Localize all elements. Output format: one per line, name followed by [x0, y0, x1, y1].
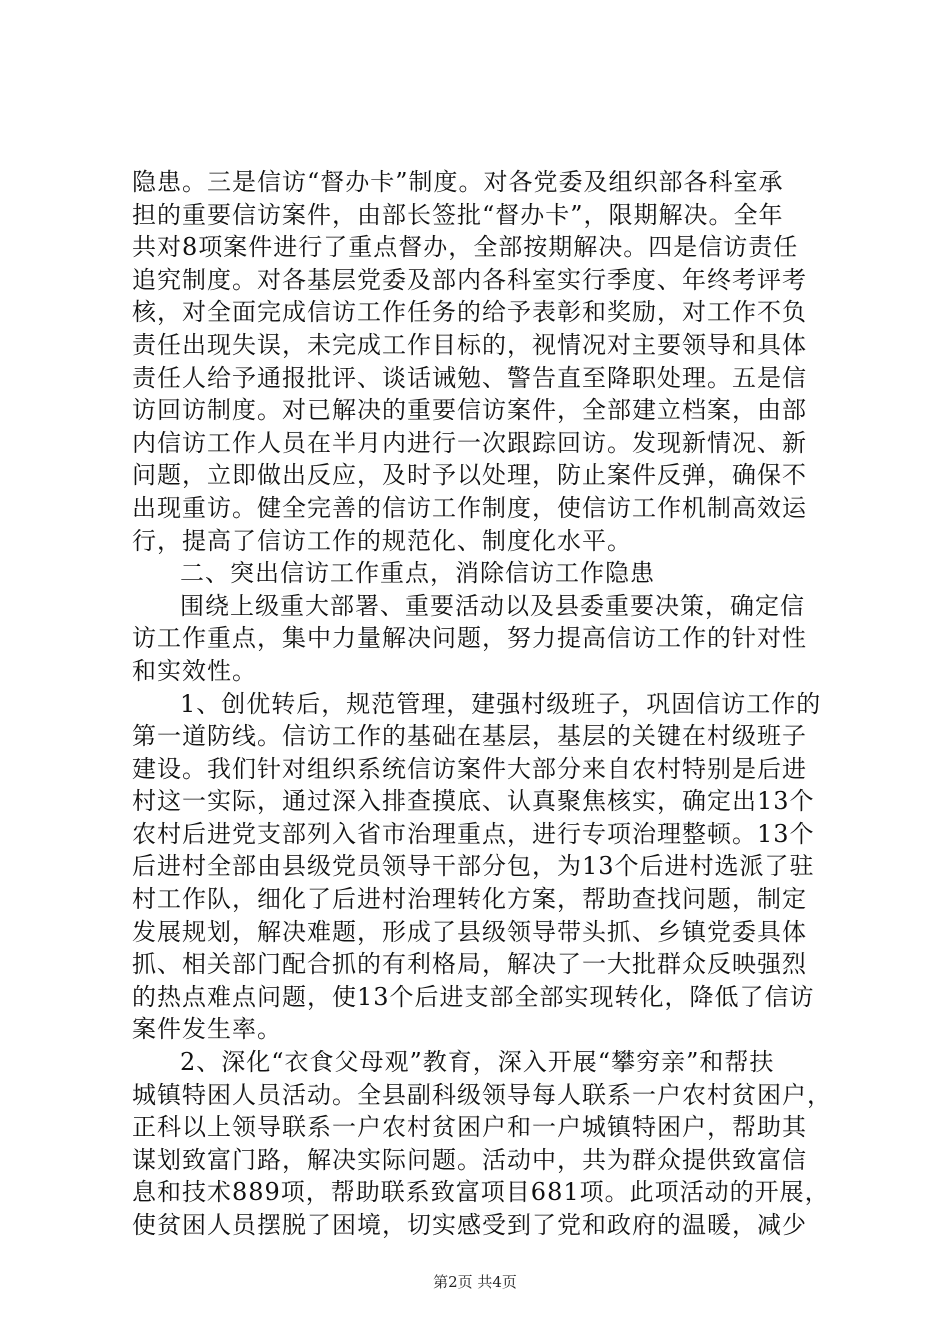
- text-line: 二、突出信访工作重点，消除信访工作隐患: [180, 559, 655, 588]
- text-line: 内信访工作人员在半月内进行一次跟踪回访。发现新情况、新: [132, 428, 807, 457]
- text-line: 行，提高了信访工作的规范化、制度化水平。: [132, 526, 632, 555]
- text-line: 的热点难点问题，使13个后进支部全部实现转化，降低了信访: [132, 982, 815, 1011]
- text-line: 正科以上领导联系一户农村贫困户和一户城镇特困户，帮助其: [132, 1113, 807, 1142]
- text-line: 息和技术889项，帮助联系致富项目681项。此项活动的开展，: [132, 1178, 830, 1207]
- text-line: 使贫困人员摆脱了困境，切实感受到了党和政府的温暖，减少: [132, 1211, 807, 1239]
- text-line: 建设。我们针对组织系统信访案件大部分来自农村特别是后进: [132, 754, 807, 783]
- text-line: 责任出现失误，未完成工作目标的，视情况对主要领导和具体: [132, 330, 807, 359]
- document-body: [132, 166, 832, 1242]
- text-line: 问题，立即做出反应，及时予以处理，防止案件反弹，确保不: [132, 461, 807, 490]
- text-line: 第一道防线。信访工作的基础在基层，基层的关键在村级班子: [132, 722, 807, 751]
- text-line: 抓、相关部门配合抓的有利格局，解决了一大批群众反映强烈: [132, 950, 807, 979]
- text-line: 责任人给予通报批评、谈话诫勉、警告直至降职处理。五是信: [132, 363, 807, 392]
- text-line: 核，对全面完成信访工作任务的给予表彰和奖励，对工作不负: [132, 298, 807, 327]
- text-line: 发展规划，解决难题，形成了县级领导带头抓、乡镇党委具体: [132, 917, 807, 946]
- text-line: 出现重访。健全完善的信访工作制度，使信访工作机制高效运: [132, 493, 807, 522]
- text-line: 案件发生率。: [132, 1015, 282, 1044]
- text-line: 谋划致富门路，解决实际问题。活动中，共为群众提供致富信: [132, 1145, 807, 1174]
- text-line: 隐患。三是信访“督办卡”制度。对各党委及组织部各科室承: [132, 168, 784, 196]
- text-line: 围绕上级重大部署、重要活动以及县委重要决策，确定信: [180, 591, 805, 620]
- text-line: 追究制度。对各基层党委及部内各科室实行季度、年终考评考: [132, 265, 807, 294]
- text-line: 村这一实际，通过深入排查摸底、认真聚焦核实，确定出13个: [132, 787, 815, 816]
- text-line: 担的重要信访案件，由部长签批“督办卡”，限期解决。全年: [132, 200, 784, 229]
- text-line: 共对8项案件进行了重点督办，全部按期解决。四是信访责任: [132, 233, 799, 262]
- text-line: 访工作重点，集中力量解决问题，努力提高信访工作的针对性: [132, 624, 807, 653]
- text-line: 访回访制度。对已解决的重要信访案件，全部建立档案，由部: [132, 396, 807, 425]
- text-line: 村工作队，细化了后进村治理转化方案，帮助查找问题，制定: [132, 885, 807, 914]
- text-line: 1、创优转后，规范管理，建强村级班子，巩固信访工作的: [180, 689, 822, 718]
- text-line: 城镇特困人员活动。全县副科级领导每人联系一户农村贫困户，: [132, 1080, 832, 1109]
- text-line: 后进村全部由县级党员领导干部分包，为13个后进村选派了驻: [132, 852, 815, 881]
- text-line: 和实效性。: [132, 656, 257, 685]
- page-footer: 第2页 共4页: [433, 1273, 517, 1291]
- text-line: 农村后进党支部列入省市治理重点，进行专项治理整顿。13个: [132, 819, 815, 848]
- text-line: 2、深化“衣食父母观”教育，深入开展“攀穷亲”和帮扶: [180, 1048, 775, 1077]
